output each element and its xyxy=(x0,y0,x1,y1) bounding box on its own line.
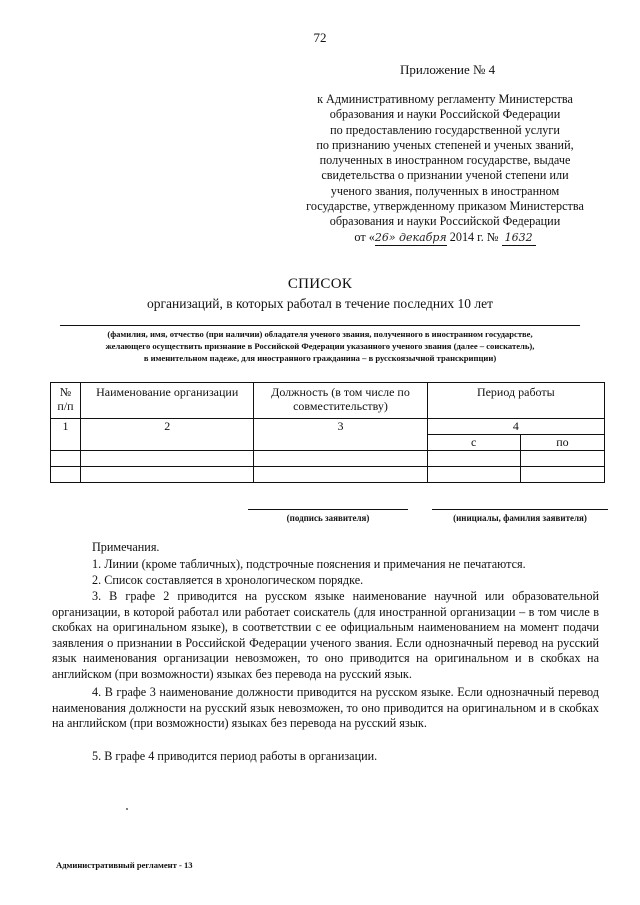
handwritten-date: 26» декабря xyxy=(375,230,447,246)
appendix-line: образования и науки Российской Федерации xyxy=(329,214,561,229)
period-to-header: по xyxy=(520,435,604,451)
note-item: 3. В графе 2 приводится на русском языке наименование научной или образовательной организации, в которой работал или работает соискатель (для иностранной организации – в том числе в скобках на оригинальном языке), в соответствии с ее официальным наименованием на момент подачи заявления о признании в Российской Федерации ученого звания. Если однозначный перевод на русский язык наименования организации невозможен, то оно приводится на оригинальном и в скобках на английском (при возможности) языках без перевода на русский язык. xyxy=(52,589,599,681)
document-subtitle: организаций, в которых работал в течение последних 10 лет xyxy=(146,296,493,311)
header-period: Период работы xyxy=(427,383,604,419)
date-prefix: от « xyxy=(354,229,375,244)
document-title: СПИСОК xyxy=(287,276,353,292)
appendix-body xyxy=(292,92,598,246)
signature-line xyxy=(248,509,408,510)
header-organization: Наименование организации xyxy=(81,383,254,419)
appendix-line: по признанию ученых степеней и ученых званий, xyxy=(316,137,574,152)
column-number-row xyxy=(51,419,605,435)
appendix-line: образования и науки Российской Федерации xyxy=(329,107,561,122)
colnum-1: 1 xyxy=(51,419,81,451)
initials-line xyxy=(432,509,608,510)
caption-line: в именительном падеже, для иностранного гражданина – в русскоязычной транскрипции) xyxy=(143,353,497,363)
signature-label: (подпись заявителя) xyxy=(286,513,370,523)
table-header-row xyxy=(51,383,605,419)
caption-line: (фамилия, имя, отчество (при наличии) обладателя ученого звания, полученного в иностранном государстве, xyxy=(107,329,533,339)
handwritten-order-number: 1632 xyxy=(502,230,536,246)
note-item: 1. Линии (кроме табличных), подстрочные пояснения и примечания не печатаются. xyxy=(92,557,526,571)
colnum-4: 4 xyxy=(427,419,604,435)
colnum-3: 3 xyxy=(254,419,427,451)
note-item: 4. В графе 3 наименование должности приводится на русском языке. Если однозначный перевод наименования должности на русский язык невозможен, то оно приводится на оригинальном и в скобках на английском (при возможности) языках без перевода на русский язык. xyxy=(52,685,599,731)
appendix-line: к Административному регламенту Министерства xyxy=(317,92,573,106)
header-position: Должность (в том числе по совместительству) xyxy=(254,383,427,419)
order-date-line xyxy=(292,230,598,246)
footer: Административный регламент - 13 xyxy=(56,860,193,870)
appendix-line: по предоставлению государственной услуги xyxy=(330,122,560,137)
page-number: 72 xyxy=(313,30,327,45)
initials-label: (инициалы, фамилия заявителя) xyxy=(453,513,587,523)
notes-title: Примечания. xyxy=(92,540,160,554)
appendix-title: Приложение № 4 xyxy=(400,62,496,77)
note-item: 5. В графе 4 приводится период работы в организации. xyxy=(92,749,378,763)
table-row xyxy=(51,467,605,483)
appendix-line: свидетельства о признании ученой степени или xyxy=(321,168,569,183)
date-year: 2014 г. № xyxy=(446,229,502,244)
applicant-name-line xyxy=(60,325,580,326)
colnum-2: 2 xyxy=(81,419,254,451)
appendix-line: государстве, утвержденному приказом Министерства xyxy=(306,199,584,214)
note-item: 2. Список составляется в хронологическом порядке. xyxy=(92,573,364,587)
work-history-table xyxy=(50,382,605,483)
header-num: № п/п xyxy=(51,383,81,419)
applicant-caption xyxy=(60,328,580,364)
appendix-line: полученных в иностранном государстве, выдаче xyxy=(319,153,571,168)
table-row xyxy=(51,451,605,467)
scan-speck xyxy=(126,808,128,810)
appendix-line: ученого звания, полученных в иностранном xyxy=(330,183,560,198)
period-from-header: с xyxy=(427,435,520,451)
caption-line: желающего осуществить признание в Российской Федерации указанного ученого звания (далее – соискатель), xyxy=(105,341,535,351)
